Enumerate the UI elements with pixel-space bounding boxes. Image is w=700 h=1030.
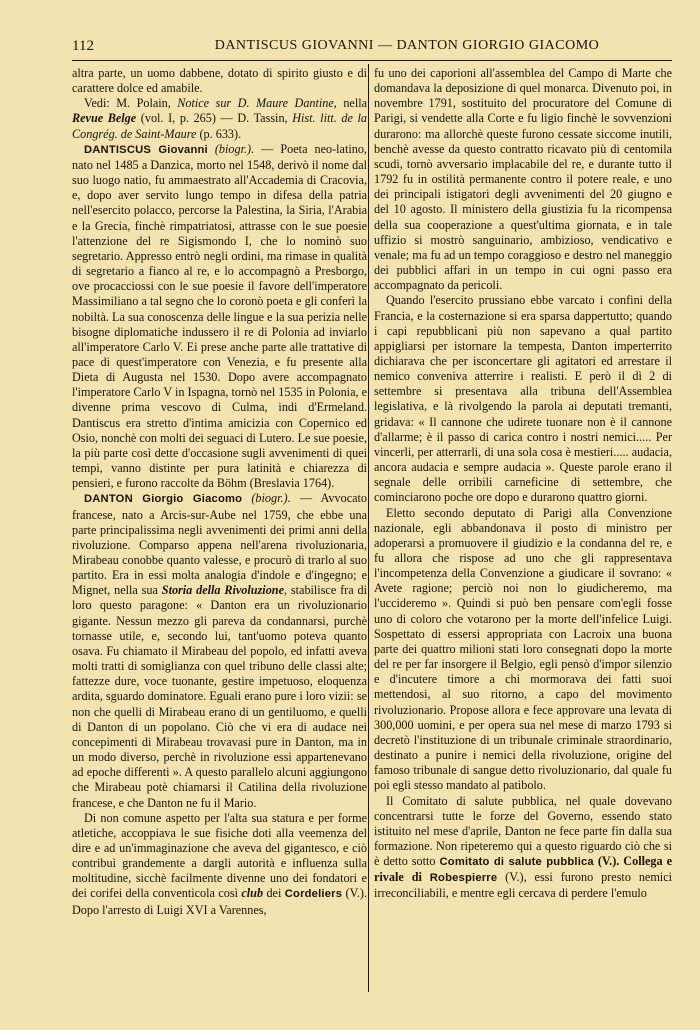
paragraph: fu uno dei caporioni all'assemblea del Campo di Marte che domandava la deposizione di quel monarca. Divenuto poi, in novembre 1791, sostituito del procuratore del Comune di Parigi, si vendette alla Corte e fu ligio finchè le sovvenzioni durarono: ma allorchè queste furono cessate siccome inutili, benchè avesse da questo contratto ricavato più di centomila scudi, tornò avversario implacabile del re, e durante tutto il 1792 fu in ostilità permanente contro il potere reale, e uno dei principali istigatori degli avvenimenti del 20 giugno e del 10 agosto. Il ministero della giustizia fu la ricompensa della sua cooperazione a quest'ultima giornata, e in tale uffizio si mostrò sanguinario, ambizioso, vendicativo e venale; ma fu ad un tempo coraggioso e destro nel maneggio dei pubblici affari in un tempo in cui ogni passo era accompagnato da pericoli. <box>374 66 672 293</box>
running-title: DANTISCUS GIOVANNI — DANTON GIORGIO GIACOMO <box>214 38 600 53</box>
paragraph: altra parte, un uomo dabbene, dotato di spirito giusto e di carattere dolce ed amabile. <box>72 66 367 96</box>
cross-reference: Robespierre <box>429 872 498 885</box>
header-rule <box>72 60 672 61</box>
column-divider <box>368 64 369 992</box>
work-title: Storia della Rivoluzione <box>161 583 284 598</box>
references: Vedi: M. Polain, Notice sur D. Maure Dantine, nella Revue Belge (vol. I, p. 265) — D. Tassin, Hist. litt. de la Congrég. de Saint-Maure (p. 633). <box>72 96 368 141</box>
paragraph: Di non comune aspetto per l'alta sua statura e per forme atletiche, accoppiava le sue fisiche doti alla veemenza del dire e ad un'immaginazione che aveva del gigantesco, e ciò contribuì grandemente a dargli autorità e influenza sulla moltitudine, sicchè facilmente divenne uno dei fondatori e dei corifei della conventicola così club dei Cordeliers (V.). Dopo l'arresto di Luigi XVI a Varennes, <box>72 810 367 917</box>
entry-headword: DANTON Giorgio Giacomo <box>84 493 243 506</box>
entry-headword: DANTISCUS Giovanni <box>84 143 208 156</box>
cross-reference: Comitato di salute pubblica <box>439 856 594 869</box>
entry-dantiscus: DANTISCUS Giovanni (biogr.). — Poeta neo-latino, nato nel 1485 a Danzica, morto nel 1548, derivò il nome dal suo luogo natio, fu ammaestrato all'Accademia di Cracovia, e, dopo aver servito lungo tempo in difesa della patria nell'esercito polacco, percorse la Palestina, la Siria, l'Arabia e la Grecia, finchè rimpatriatosi, attrasse con le sue poesie l'attenzione del re Sigismondo I, che lo nominò suo segretario. Appresso entrò negli ordini, ma rimase in qualità di segretario a fianco al re, e lo accompagnò a Presborgo, ove procacciossi con le sue poesie il favore dell'imperatore Massimiliano a tal segno che lo coronò poeta e gli conferì la nobiltà. La sua conoscenza delle lingue e la sua perizia nelle bisogne diplomatiche indussero il re di Polonia ad inviarlo all'imperatore Carlo V. Ei prese anche parte alle trattative di pace di quest'imperatore con Venezia, e fu presente alla Dieta di Augusta nel 1530. Dopo avere accompagnato l'imperatore Carlo V in Ispagna, tornò nel 1535 in Polonia, e divenne prima vescovo di Culma, indi d'Ermeland. Dantiscus era stretto d'intima amicizia con Copernico ed Osio, nonchè con molti dei seguaci di Lutero. Le sue poesie, la più parte così dette d'occasione sugli avvenimenti di quei tempi, vanno distinte per pura latinità e chiarezza di pensieri, e furono raccolte da Böhm (Breslavia 1764). <box>72 141 367 491</box>
entry-tag: (biogr.). <box>242 491 291 506</box>
page-number: 112 <box>72 38 94 54</box>
paragraph: Quando l'esercito prussiano ebbe varcato i confini della Francia, e la costernazione si era sparsa dappertutto; quando i capi repubblicani più non sapevano a qual partito appigliarsi per istornare la tempesta, Danton imperterrito dichiarava che per isconcertare gli agitatori ed arrestare il nemico conveniva atterrire i realisti. E però il dì 2 di settembre si presentava alla tribuna dell'Assemblea legislativa, e là rivolgendo la parola ai deputati tremanti, gridava: « Il cannone che udirete tuonare non è il cannone d'allarme; è il passo di carica contro i nostri nemici..... Per vincerli, per atterrarli, di una sola cosa è mestieri..... audacia, ancora audacia e sempre audacia ». Queste parole erano il segnale delle orribili carneficine di settembre, che cominciarono poche ore dopo e durarono quattro giorni. <box>374 293 672 505</box>
page-header <box>72 32 672 60</box>
entry-tag: (biogr.). <box>207 141 255 156</box>
paragraph: Eletto secondo deputato di Parigi alla Convenzione nazionale, egli abbandonava il posto di ministro per adoperarsi a promuovere il giudizio e la condanna del re, e fu allora che rispose ad uno che gli rappresentava l'incompetenza della Convenzione a giudicare il sovrano: « Avete ragione; perciò noi non lo giudicheremo, ma l'uccideremo ». Quindi si può ben pensare com'egli fosse uno di coloro che votarono per la morte dell'infelice Luigi. Sospettato di essersi appropriata con Lacroix una buona parte dei quattro milioni stati loro consegnati dopo la morte del re per far insorgere il Belgio, egli pensò d'impor silenzio e d'incutere timore a chi mormorava dei fatti suoi mettendosi, al suo ritorno, a capo del movimento rivoluzionario. Propose allora e fece approvare una levata di 300,000 uomini, e per opera sua nel mese di marzo 1793 si decretò l'instituzione di un tribunale criminale straordinario, destinato a punire i nemici della rivoluzione, origine del famoso tribunale di sangue detto rivoluzionario, dal quale fu poi egli stesso mandato al patibolo. <box>374 505 672 793</box>
left-column <box>72 66 367 918</box>
entry-danton: DANTON Giorgio Giacomo (biogr.). — Avvocato francese, nato a Arcis-sur-Aube nel 1759, che ebbe una parte principalissima negli avvenimenti dei primi anni della rivoluzione. Comparso appena nell'arena rivoluzionaria, Mirabeau conobbe quanto valesse, e procurò di trarlo al suo partito. Era in essi molta analogia d'indole e d'ingegno; e Mignet, nella sua Storia della Rivoluzione, stabilisce fra di loro questo paragone: « Danton era un rivoluzionario gigante. Nessun mezzo gli pareva da condannarsi, purchè tornasse utile, e, secondo lui, tant'uomo poteva quanto osava. Fu chiamato il Mirabeau del popolo, ed infatti aveva molti tratti di somiglianza con quel tribuno delle classi alte; fattezze dure, voce tuonante, gestire impetuoso, eloquenza ardita, sguardo dominatore. Eguali erano pure i loro vizii: se non che quelli di Mirabeau erano di un gentiluomo, e quelli di Danton di un popolano. Ciò che vi era di audace nei concepimenti di Mirabeau trovavasi pure in Danton, ma in un modo diverso, perchè in rivoluzione essi appartenevano ad epoche differenti ». A questo parallelo alcuni aggiungono che Mirabeau potè chiamarsi il Catilina della rivoluzione francese, e che Danton ne fu il Mario. <box>72 491 367 810</box>
right-column <box>374 66 672 902</box>
paragraph: Il Comitato di salute pubblica, nel quale dovevano concentrarsi tutte le forze del Governo, essendo stato istituito nel mese d'aprile, Danton ne fece parte fin dalla sua formazione. Non ripeteremo qui a questo riguardo ciò che si è detto sotto Comitato di salute pubblica (V.). Collega e rivale di Robespierre (V.), essi furono presto nemici irreconciliabili, e mentre egli cercava di perdere l'emulo <box>374 793 672 901</box>
